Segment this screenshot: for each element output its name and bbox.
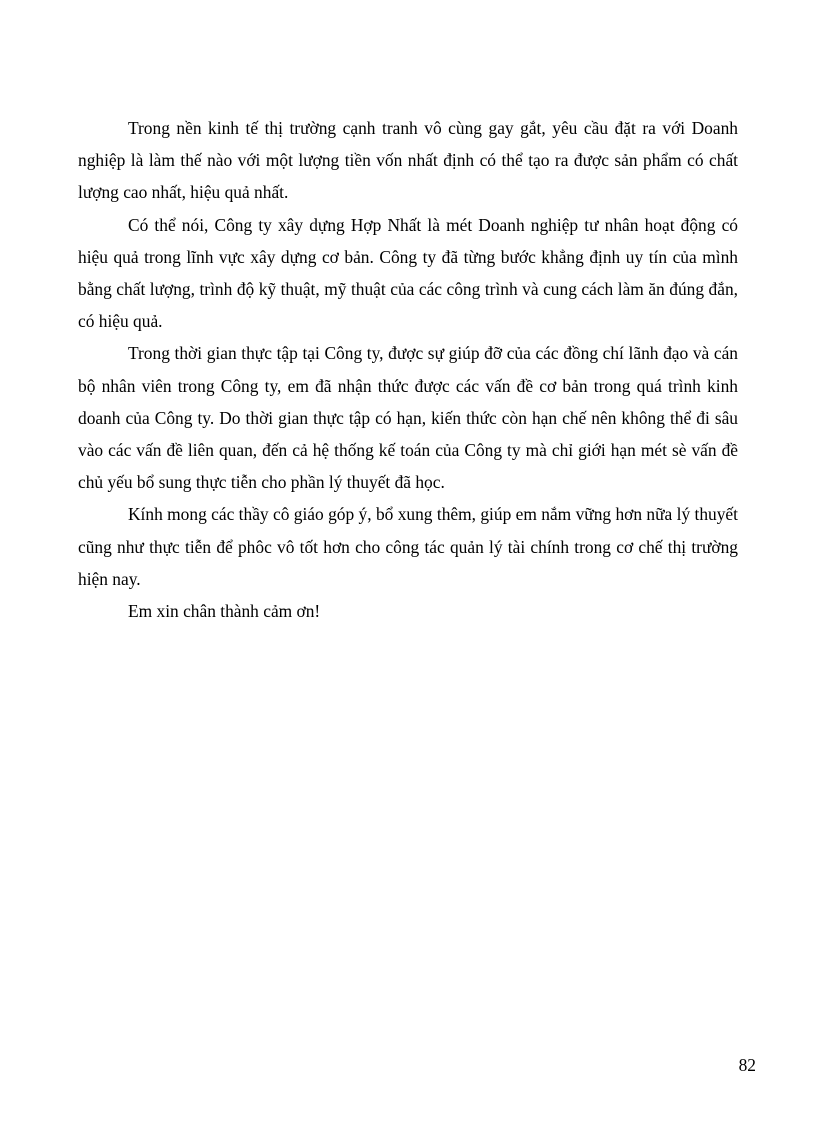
paragraph-thanks: Em xin chân thành cảm ơn! — [128, 601, 321, 622]
page-number: 82 — [738, 1055, 756, 1075]
paragraph-intro: Trong nền kinh tế thị trường cạnh tranh vô cùng gay gắt, yêu cầu đặt ra với Doanh nghiệp là làm thế nào với một lượng tiền vốn nhất định có thể tạo ra được sản phẩm có chất lượng cao nhất, hiệu quả nhất. — [78, 118, 738, 203]
paragraph-internship: Trong thời gian thực tập tại Công ty, được sự giúp đỡ của các đồng chí lãnh đạo và cán bộ nhân viên trong Công ty, em đã nhận thức được các vấn đề cơ bản trong quá trình kinh doanh của Công ty. Do thời gian thực tập có hạn, kiến thức còn hạn chế nên không thể đi sâu vào các vấn đề liên quan, đến cả hệ thống kế toán của Công ty mà chỉ giới hạn mét sè vấn đề chủ yếu bổ sung thực tiễn cho phần lý thuyết đã học. — [78, 343, 738, 493]
paragraph-company: Có thể nói, Công ty xây dựng Hợp Nhất là mét Doanh nghiệp tư nhân hoạt động có hiệu quả trong lĩnh vực xây dựng cơ bản. Công ty đã từng bước khẳng định uy tín của mình bằng chất lượng, trình độ kỹ thuật, mỹ thuật của các công trình và cung cách làm ăn đúng đắn, có hiệu quả. — [78, 214, 738, 332]
paragraph-request: Kính mong các thầy cô giáo góp ý, bổ xung thêm, giúp em nắm vững hơn nữa lý thuyết cũng như thực tiễn để phôc vô tốt hơn cho công tác quản lý tài chính trong cơ chế thị trường hiện nay. — [78, 504, 738, 589]
body-text — [78, 112, 738, 627]
